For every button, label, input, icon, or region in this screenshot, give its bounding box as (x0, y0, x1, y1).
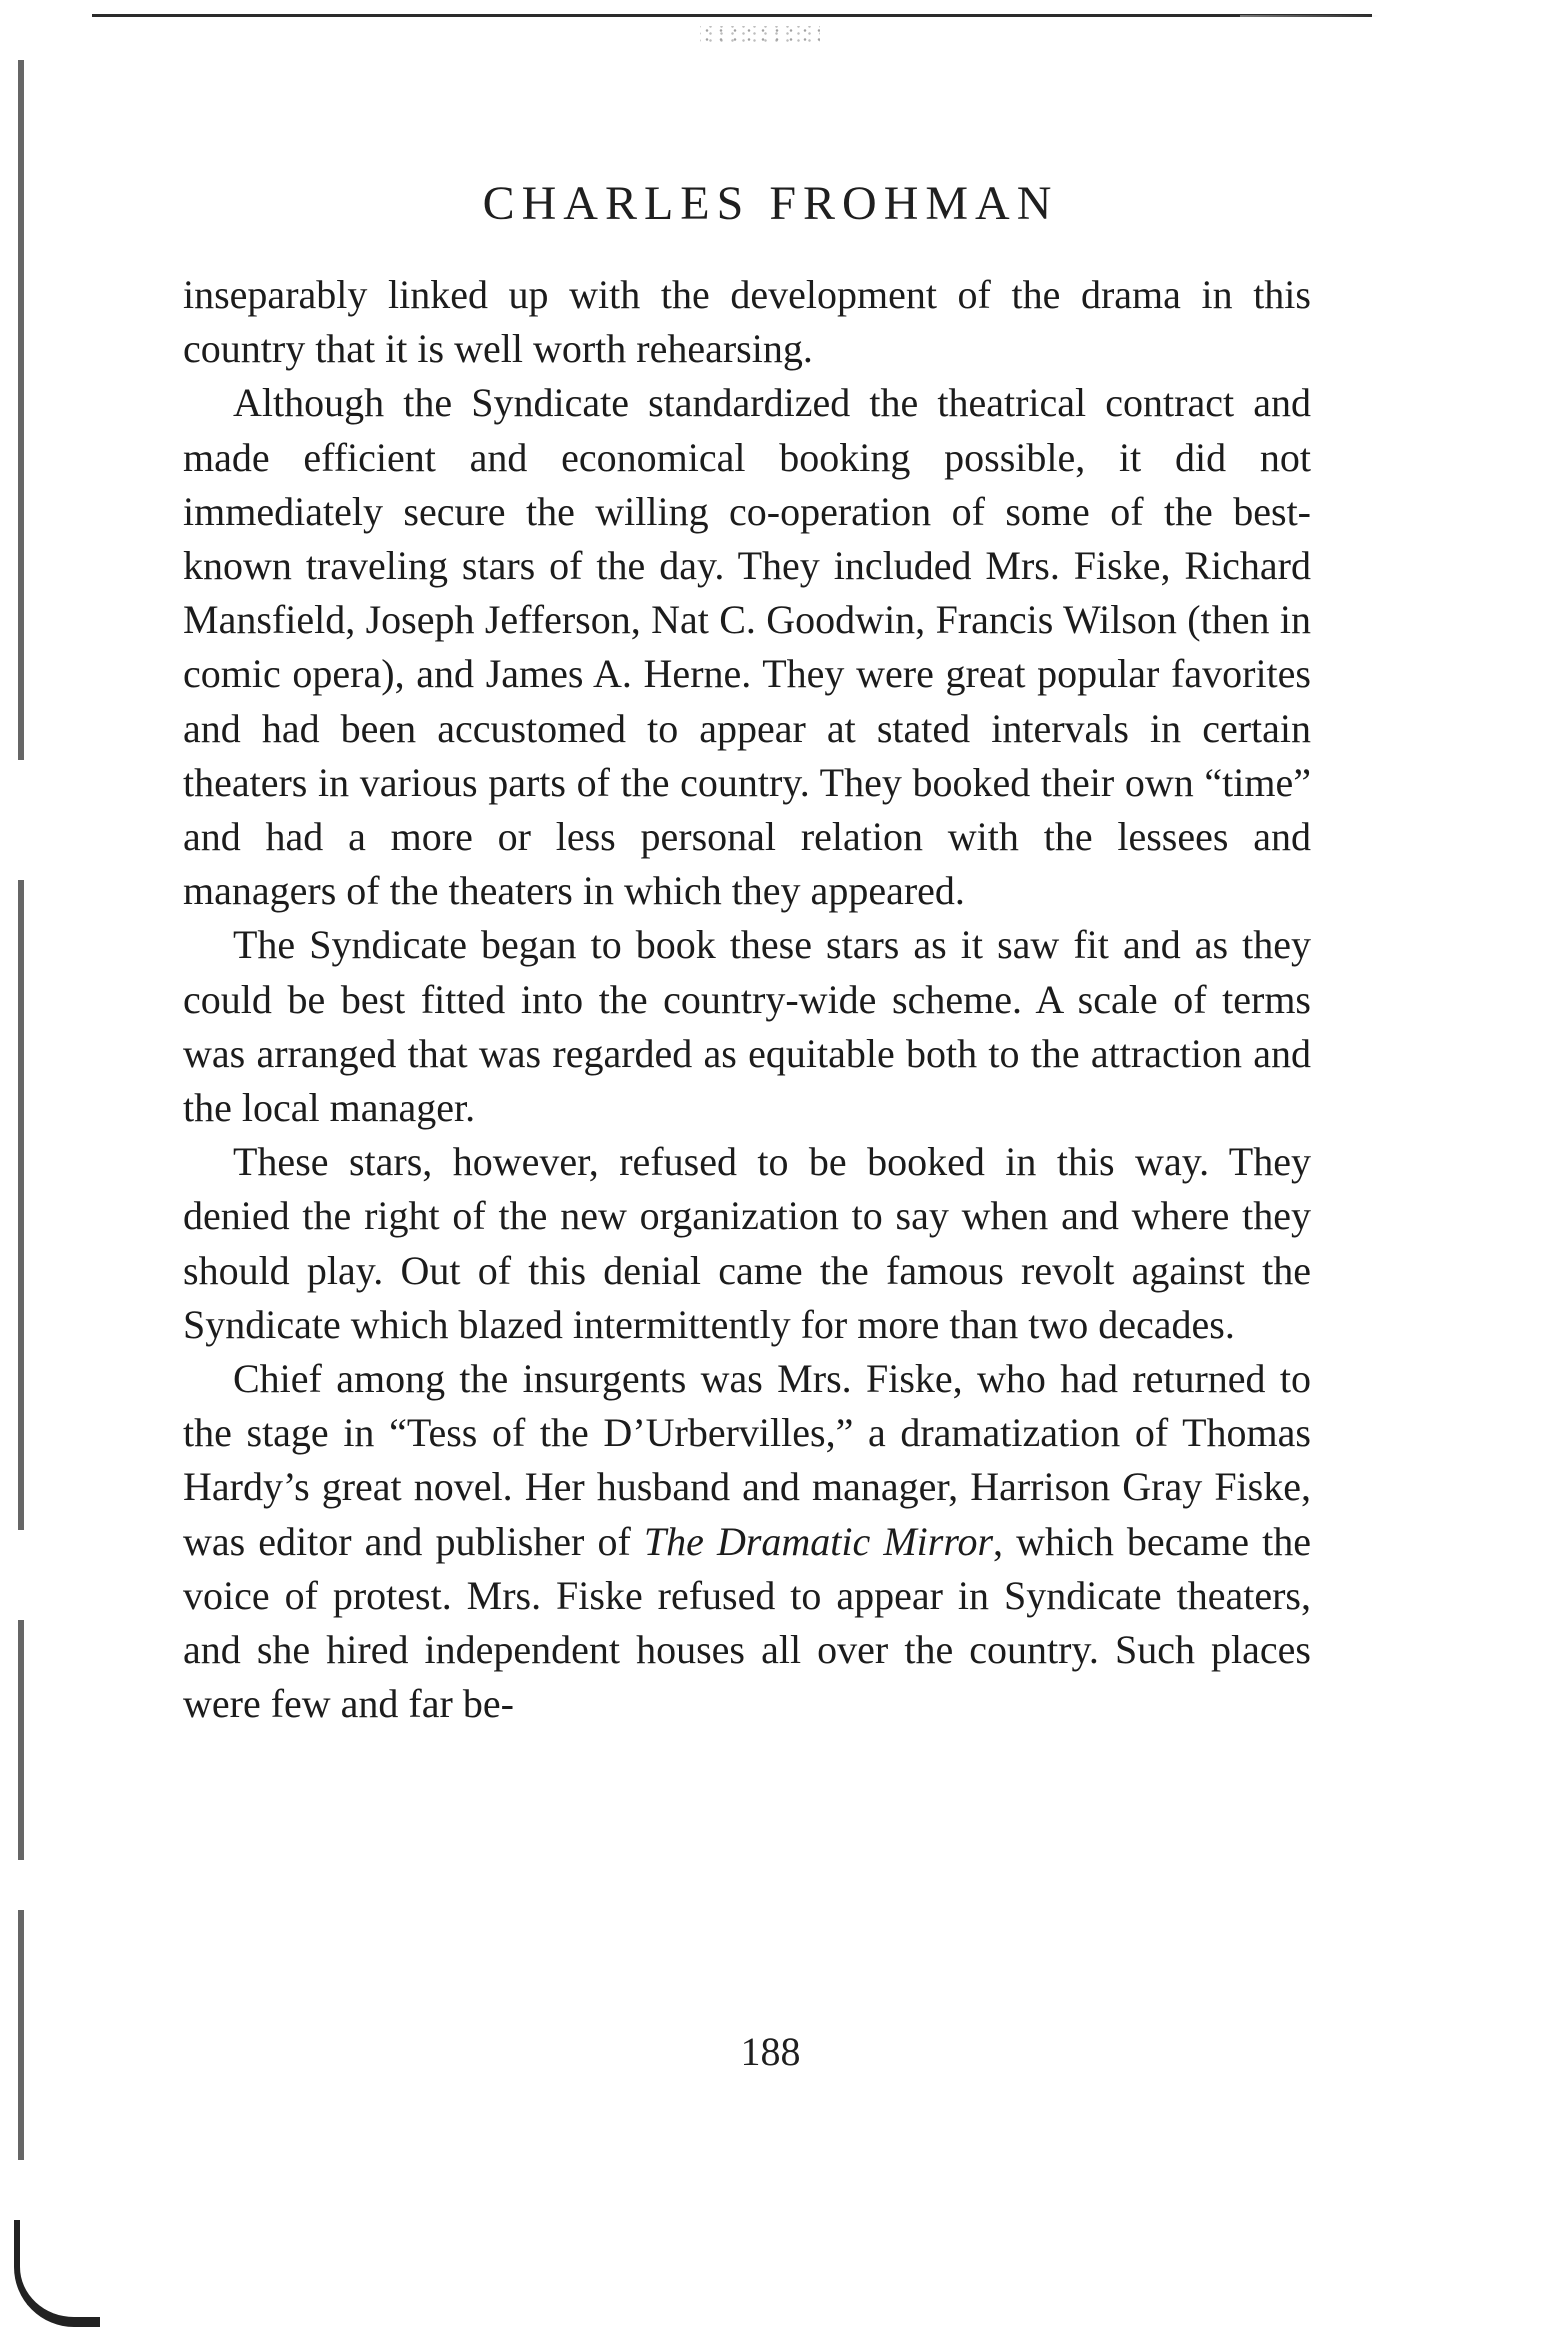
paragraph-2-text: Although the Syndicate standardized the theatrical contract and made efficient and economical booking possible, it did not immediately secure the willing co-operation of some of the best-known traveling stars of the day. They included Mrs. Fiske, Richard Mansfield, Joseph Jefferson, Nat C. Goodwin, Francis Wilson (then in comic opera), and James A. Herne. They were great popular favorites and had been accustomed to appear at stated intervals in certain theaters in various parts of the country. They booked their own “time” and had a more or less personal relation with the lessees and managers of the theaters in which they appeared. (183, 380, 1311, 914)
paragraph-4-text: These stars, however, refused to be booked in this way. They denied the right of the new organization to say when and where they should play. Out of this denial came the famous revolt against the Syndicate which blazed intermittently for more than two decades. (183, 1139, 1311, 1347)
paragraph-5 (183, 1352, 1311, 1731)
paragraph-1-text: inseparably linked up with the development of the drama in this country that it is well worth rehearsing. (183, 272, 1311, 372)
paragraph-4 (183, 1135, 1311, 1352)
publication-title: The Dramatic Mirror (643, 1518, 994, 1564)
binding-edge (18, 60, 24, 2320)
scan-speckle (700, 26, 820, 42)
paragraph-3 (183, 918, 1311, 1135)
top-rule-fade (1240, 15, 1380, 17)
binding-corner (14, 2220, 100, 2327)
top-rule (92, 14, 1372, 17)
running-head: CHARLES FROHMAN (482, 177, 1059, 230)
paragraph-1 (183, 268, 1311, 376)
page-number: 188 (740, 2029, 801, 2074)
paragraph-5-text-a: Chief among the insurgents was Mrs. Fiske, who had returned to the stage in “Tess of the D’Urbervilles,” a dramatization of Thomas Hardy’s great novel. Her husband and manager, Harrison Gray Fiske, was editor and publisher of (183, 1356, 1311, 1564)
paragraph-5-text-b: , which became the voice of protest. Mrs. Fiske refused to appear in Syndicate theaters, and she hired independent houses all over the country. Such places were few and far be- (183, 1518, 1312, 1727)
paragraph-2 (183, 376, 1311, 918)
body-text (183, 268, 1311, 1731)
paragraph-3-text: The Syndicate began to book these stars as it saw fit and as they could be best fitted into the country-wide scheme. A scale of terms was arranged that was regarded as equitable both to the attraction and the local manager. (183, 922, 1311, 1131)
